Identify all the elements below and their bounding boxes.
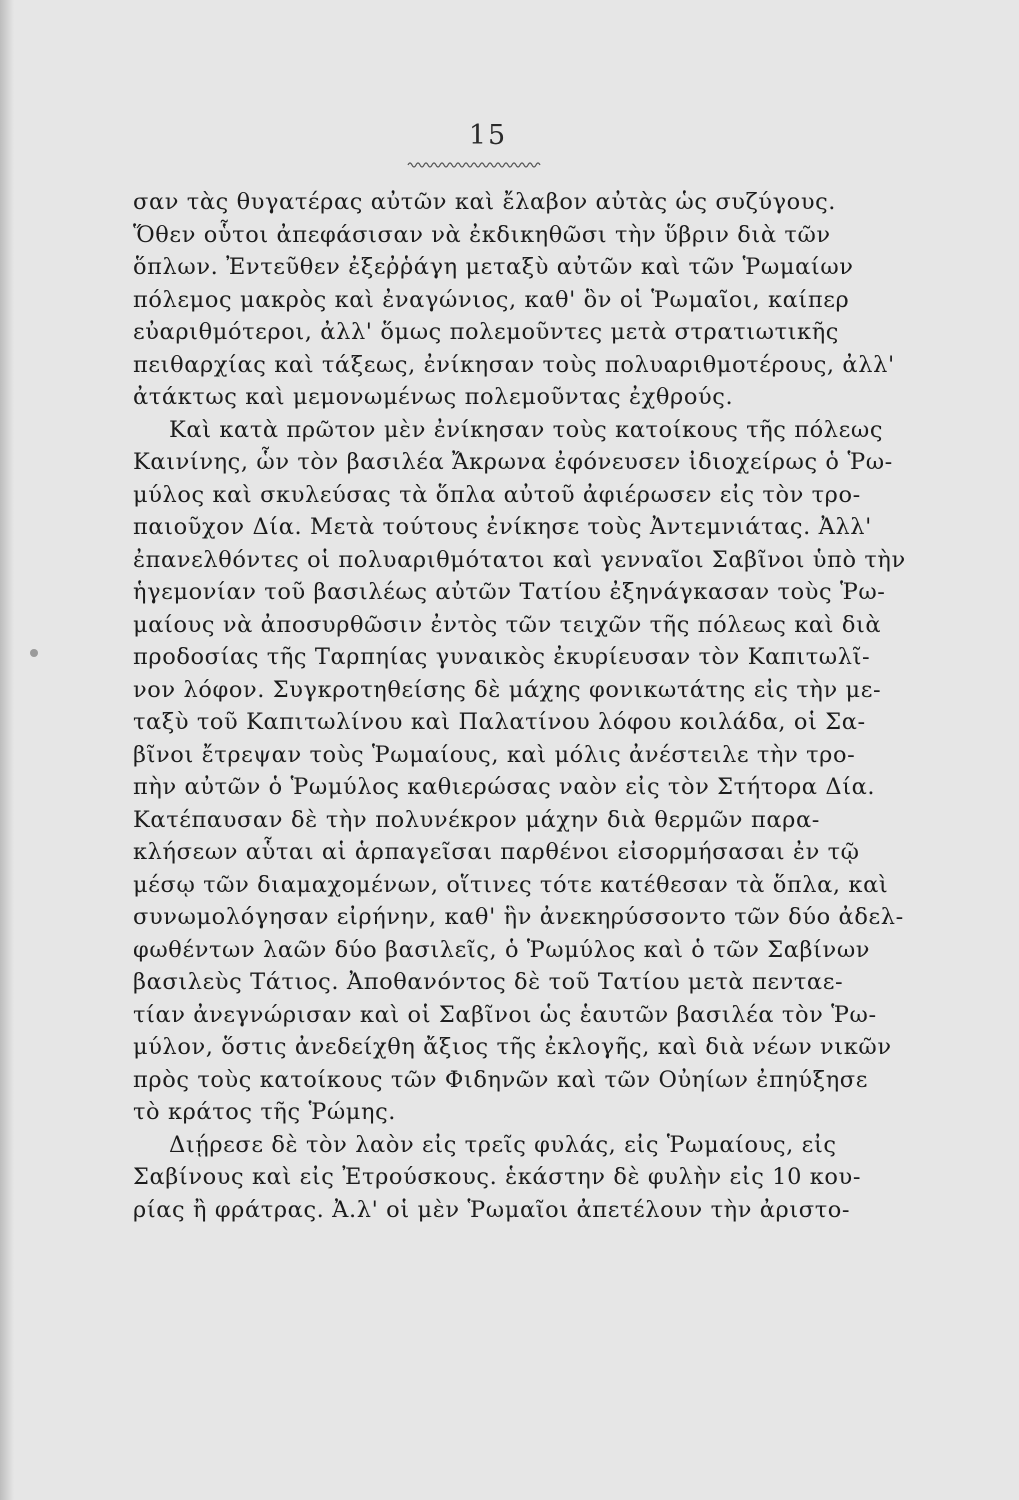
text-line: βῖνοι ἔτρεψαν τοὺς Ῥωμαίους, καὶ μόλις ἀνέστειλε τὴν τρο- [133,741,856,768]
text-line: Διῄρεσε δὲ τὸν λαὸν εἰς τρεῖς φυλάς, εἰς Ῥωμαίους, εἰς [169,1131,837,1158]
text-line: ἀτάκτως καὶ μεμονωμένως πολεμοῦντας ἐχθρούς. [133,384,734,410]
text-line: πὴν αὐτῶν ὁ Ῥωμύλος καθιερώσας ναὸν εἰς τὸν Στήτορα Δία. [133,774,876,800]
text-line: ρίας ἢ φράτρας. Ἀ.λ' οἱ μὲν Ῥωμαῖοι ἀπετέλουν τὴν ἀριστο- [133,1196,851,1223]
text-line: μύλον, ὅστις ἀνεδείχθη ἄξιος τῆς ἐκλογῆς, καὶ διὰ νέων νικῶν [133,1034,892,1060]
text-line: Καὶ κατὰ πρῶτον μὲν ἐνίκησαν τοὺς κατοίκους τῆς πόλεως [169,416,884,443]
text-line: συνωμολόγησαν εἰρήνην, καθ' ἣν ἀνεκηρύσσοντο τῶν δύο ἀδελ- [133,904,904,930]
text-line: εὐαριθμότεροι, ἀλλ' ὅμως πολεμοῦντες μετὰ στρατιωτικῆς [133,319,839,345]
text-line: φωθέντων λαῶν δύο βασιλεῖς, ὁ Ῥωμύλος καὶ ὁ τῶν Σαβίνων [133,936,871,963]
page-number: 15 [468,120,508,151]
text-line: μαίους νὰ ἀποσυρθῶσιν ἐντὸς τῶν τειχῶν τῆς πόλεως καὶ διὰ [133,611,882,638]
text-line: πόλεμος μακρὸς καὶ ἐναγώνιος, καθ' ὃν οἱ Ῥωμαῖοι, καίπερ [133,286,850,313]
text-line: μύλος καὶ σκυλεύσας τὰ ὅπλα αὐτοῦ ἀφιέρωσεν εἰς τὸν τρο- [133,481,861,508]
text-line: νον λόφον. Συγκροτηθείσης δὲ μάχης φονικωτάτης εἰς τὴν με- [133,676,882,703]
text-line: σαν τὰς θυγατέρας αὐτῶν καὶ ἔλαβον αὐτὰς ὡς συζύγους. [133,189,837,215]
text-line: ἐπανελθόντες οἱ πολυαριθμότατοι καὶ γενναῖοι Σαβῖνοι ὑπὸ τὴν [133,546,906,573]
wavy-rule-graphic [408,160,542,170]
text-line: ταξὺ τοῦ Καπιτωλίνου καὶ Παλατίνου λόφου κοιλάδα, οἱ Σα- [133,709,866,735]
header-ornament-rule [408,160,542,170]
page-gutter-shadow [0,0,14,1500]
text-line: μέσῳ τῶν διαμαχομένων, οἵτινες τότε κατέθεσαν τὰ ὅπλα, καὶ [133,871,889,898]
text-line: βασιλεὺς Τάτιος. Ἀποθανόντος δὲ τοῦ Τατίου μετὰ πενταε- [133,969,844,995]
text-line: Καινίνης, ὧν τὸν βασιλέα Ἄκρωνα ἐφόνευσεν ἰδιοχείρως ὁ Ῥω- [133,449,893,475]
margin-speck [30,649,38,657]
text-line: πρὸς τοὺς κατοίκους τῶν Φιδηνῶν καὶ τῶν Οὐηίων ἐπηύξησε [133,1066,868,1093]
text-line: τὸ κράτος τῆς Ῥώμης. [133,1099,397,1125]
text-line: πειθαρχίας καὶ τάξεως, ἐνίκησαν τοὺς πολυαριθμοτέρους, ἀλλ' [133,351,895,378]
text-line: ὅπλων. Ἐντεῦθεν ἐξεῤῥάγη μεταξὺ αὐτῶν καὶ τῶν Ῥωμαίων [133,254,854,280]
text-line: κλήσεων αὗται αἱ ἁρπαγεῖσαι παρθένοι εἰσορμήσασαι ἐν τῷ [133,839,860,865]
body-text [133,186,906,1226]
text-line: παιοῦχον Δία. Μετὰ τούτους ἐνίκησε τοὺς Ἀντεμνιάτας. Ἀλλ' [133,514,872,540]
text-line: Ὅθεν οὗτοι ἀπεφάσισαν νὰ ἐκδικηθῶσι τὴν ὕβριν διὰ τῶν [133,221,831,248]
text-line: Κατέπαυσαν δὲ τὴν πολυνέκρον μάχην διὰ θερμῶν παρα- [133,806,820,833]
text-line: τίαν ἀνεγνώρισαν καὶ οἱ Σαβῖνοι ὡς ἑαυτῶν βασιλέα τὸν Ῥω- [133,1001,877,1028]
text-line: ἡγεμονίαν τοῦ βασιλέως αὐτῶν Τατίου ἐξηνάγκασαν τοὺς Ῥω- [133,579,886,605]
text-line: προδοσίας τῆς Ταρπηίας γυναικὸς ἐκυρίευσαν τὸν Καπιτωλῖ- [133,644,871,670]
text-line: Σαβίνους καὶ εἰς Ἐτρούσκους. ἑκάστην δὲ φυλὴν εἰς 10 κου- [133,1164,862,1190]
